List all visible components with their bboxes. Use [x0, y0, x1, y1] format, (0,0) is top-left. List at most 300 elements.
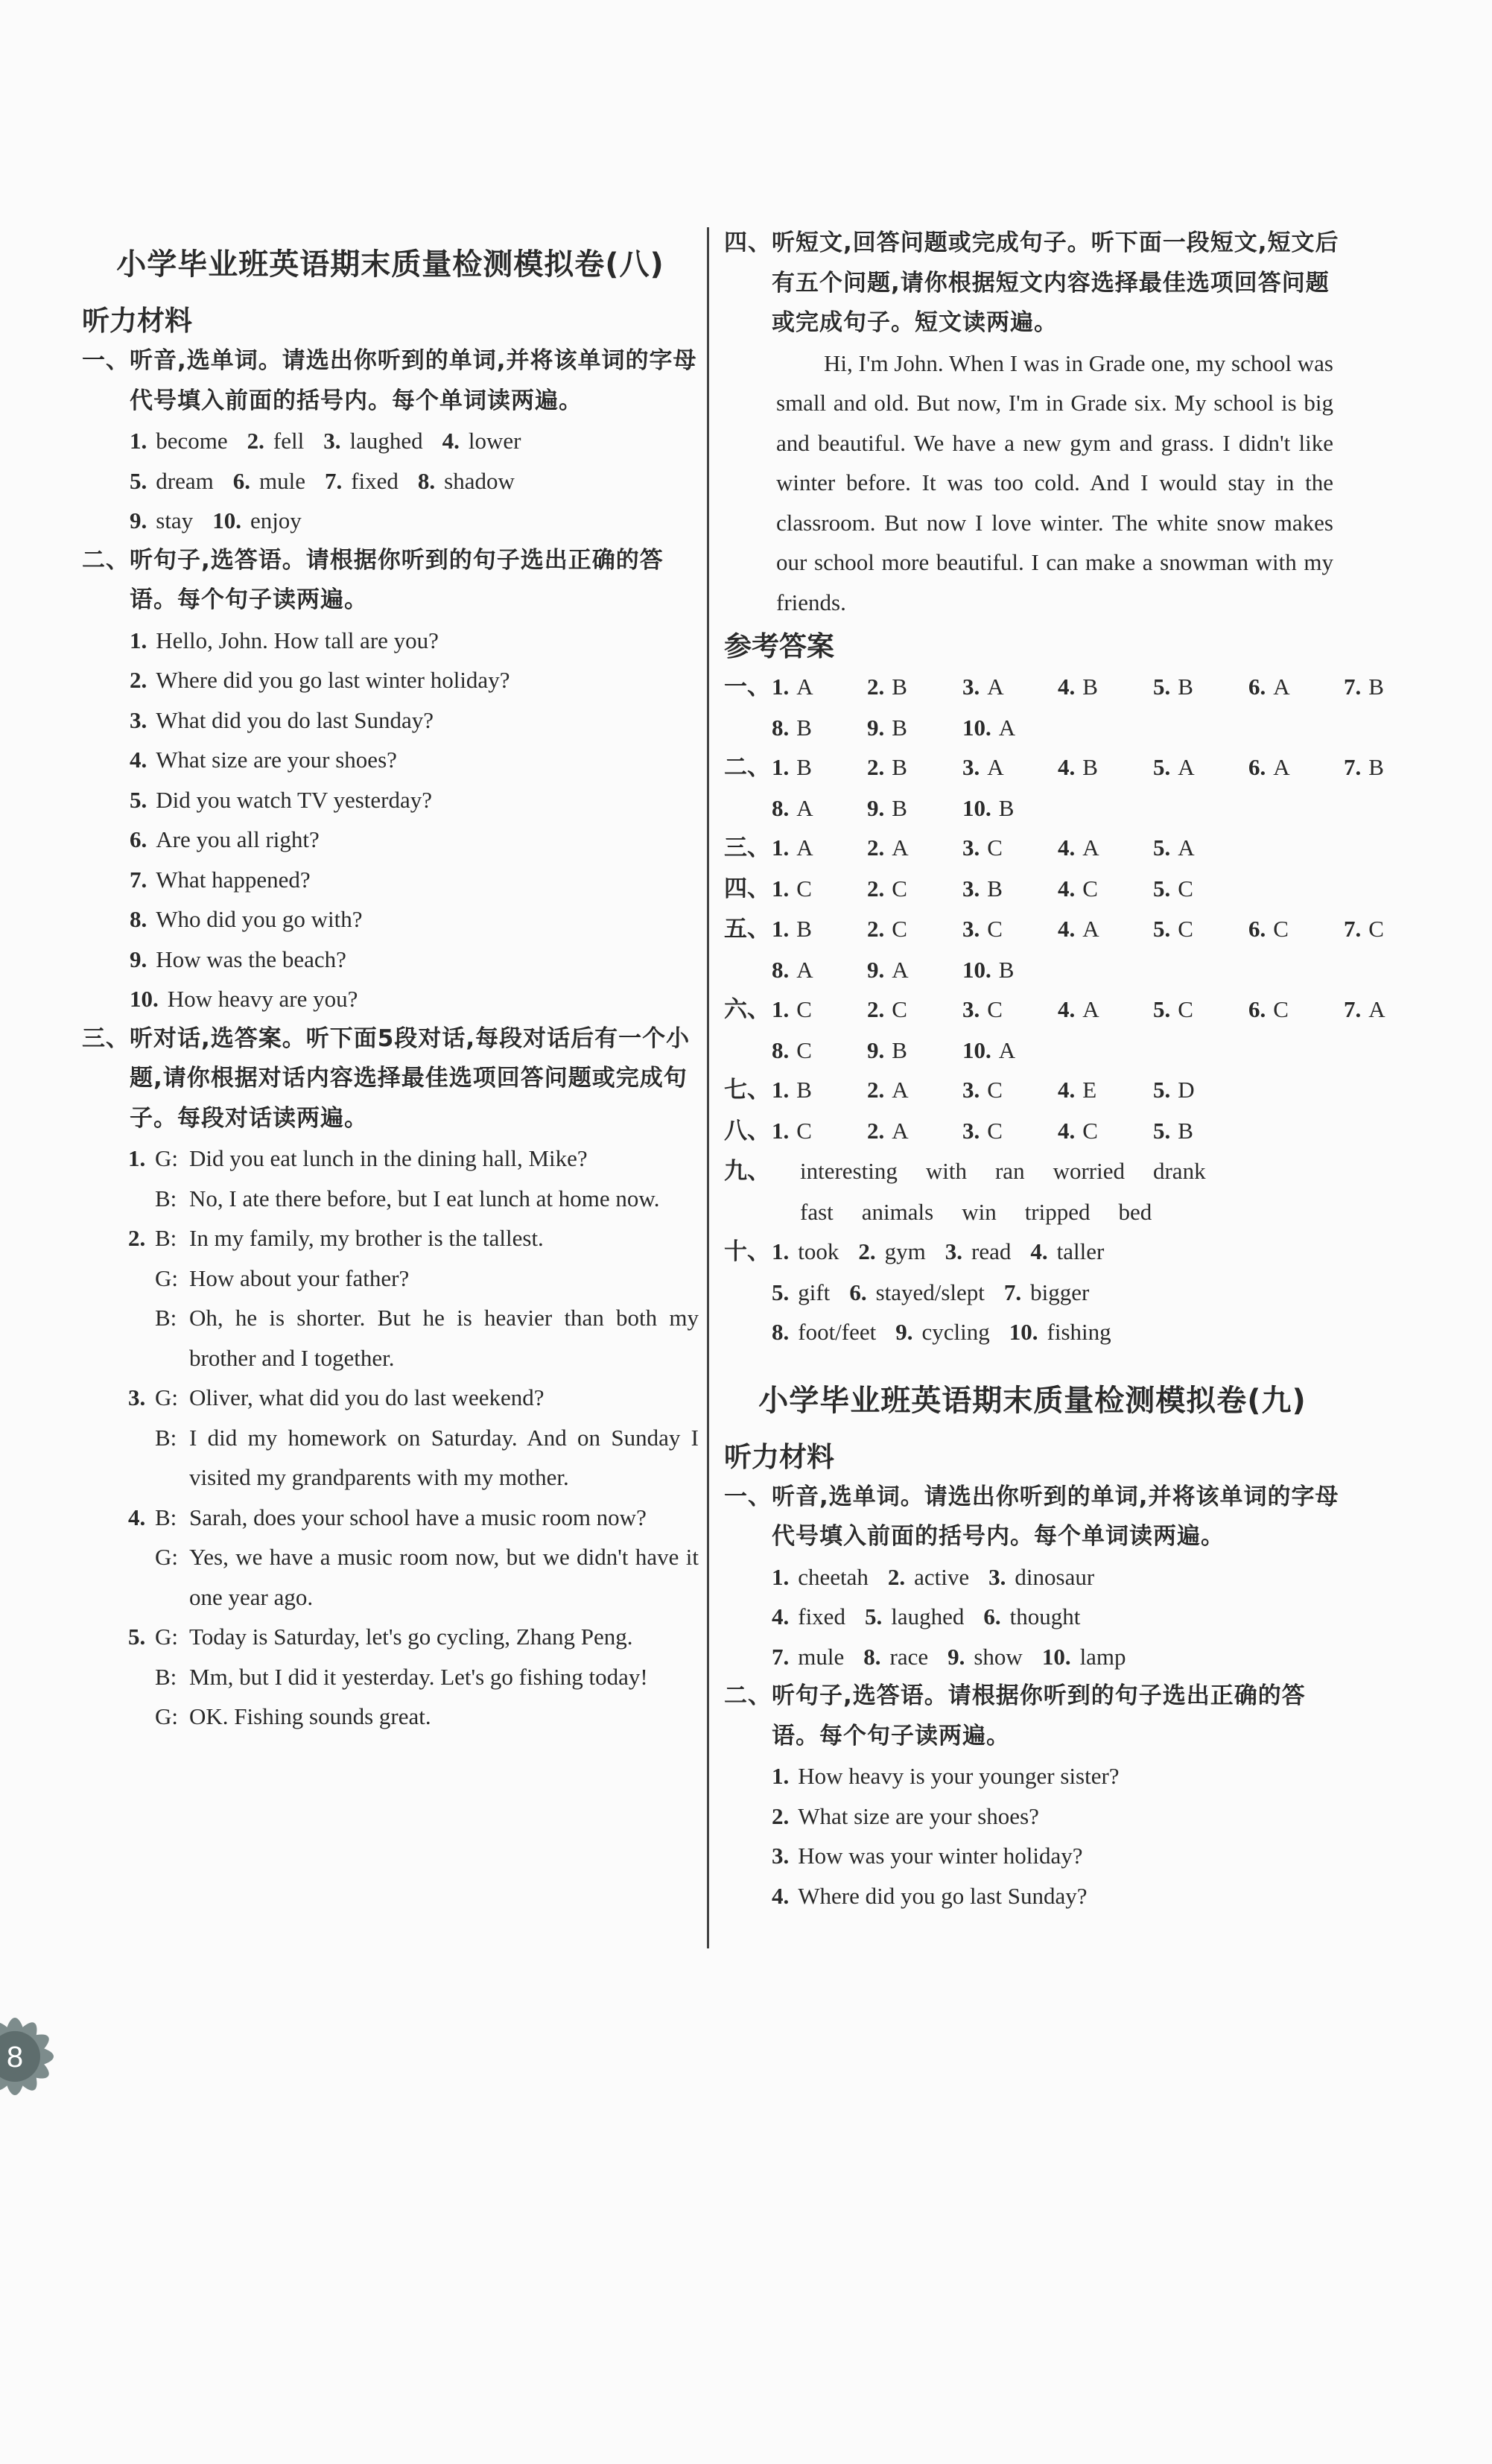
dialogue-text: Yes, we have a music room now, but we didn't have it one year ago.	[189, 1544, 699, 1610]
word: enjoy	[250, 507, 302, 533]
answer-letter: C	[987, 834, 1003, 861]
answer-item	[962, 1111, 1058, 1151]
answer-number: 2.	[867, 916, 885, 942]
answer-letter: C	[1368, 916, 1384, 942]
sentence-text: Where did you go last winter holiday?	[156, 667, 510, 693]
item-number: 8.	[417, 467, 436, 494]
answer-item	[1153, 667, 1248, 707]
answer-letter: C	[796, 1117, 812, 1144]
answer-letter: B	[998, 956, 1015, 983]
answer-number: 5.	[1153, 1117, 1171, 1144]
answer-item	[1344, 909, 1439, 949]
word: fixed	[351, 467, 399, 494]
answer-number: 3.	[962, 674, 980, 700]
answer-item	[772, 1070, 867, 1110]
answer-item	[1058, 989, 1153, 1030]
answer-number: 5.	[1153, 674, 1171, 700]
word: dream	[156, 467, 214, 494]
word: active	[914, 1563, 970, 1590]
answer-item	[772, 869, 867, 909]
dialogue-number: 1.	[128, 1145, 146, 1171]
answer-letter: C	[987, 916, 1003, 942]
answer-row	[724, 869, 1341, 910]
sentence-text: How heavy is your younger sister?	[798, 1763, 1120, 1789]
answer-word: win	[962, 1198, 997, 1225]
answer-row	[724, 989, 1385, 1030]
word: laughed	[349, 428, 423, 454]
answer-number: 4.	[1058, 674, 1076, 700]
item-number: 7.	[130, 866, 147, 893]
answer-number: 6.	[1248, 754, 1266, 780]
answer-number: 4.	[1058, 1117, 1076, 1144]
answer-letter: B	[1368, 674, 1384, 700]
answer-letter: A	[998, 1036, 1016, 1063]
dialogue-number: 5.	[128, 1624, 146, 1650]
answer-number: 1.	[772, 1077, 790, 1103]
answer-letter: A	[998, 714, 1016, 741]
item-number: 3.	[130, 706, 147, 733]
dialogue-text: Today is Saturday, let's go cycling, Zhang Peng.	[189, 1624, 633, 1650]
word: mule	[798, 1643, 845, 1670]
exam8-s1-words	[82, 421, 699, 541]
section-label: 七、	[724, 1077, 770, 1103]
item-number: 10.	[212, 507, 241, 533]
item-number: 6.	[983, 1603, 1001, 1630]
sentence-text: What happened?	[156, 866, 311, 893]
answer-item	[962, 747, 1058, 788]
answer-item	[1153, 1111, 1248, 1151]
word: fixed	[798, 1603, 845, 1630]
dialogue-line	[82, 1657, 699, 1697]
answer-item	[1153, 1070, 1248, 1110]
answer-letter: A	[892, 1117, 909, 1144]
speaker: B:	[155, 1663, 177, 1690]
item-number: 1.	[130, 428, 147, 454]
speaker: G:	[155, 1624, 178, 1650]
word: lamp	[1079, 1643, 1126, 1670]
answer-number: 10.	[962, 794, 991, 821]
sentence-text: What size are your shoes?	[798, 1802, 1039, 1829]
answer-row	[724, 1030, 1341, 1071]
answer-number: 7.	[1344, 916, 1362, 942]
word: lower	[468, 428, 521, 454]
answer-letter: E	[1082, 1077, 1097, 1103]
sentence-text: Are you all right?	[156, 826, 320, 852]
answer-letter: A	[987, 754, 1004, 780]
answer-letter: A	[796, 674, 813, 700]
answer-number: 7.	[1344, 754, 1362, 780]
answer-item	[1248, 989, 1344, 1030]
answer-letter: C	[796, 1036, 812, 1063]
dialogue-text: Oh, he is shorter. But he is heavier than both my brother and I together.	[189, 1305, 699, 1371]
item-number: 7.	[772, 1643, 790, 1670]
page-number-badge	[0, 2012, 60, 2105]
item-number: 10.	[1041, 1643, 1071, 1670]
answer-word: read	[971, 1238, 1012, 1264]
answer-letter: D	[1178, 1077, 1195, 1103]
answer-item	[1344, 989, 1439, 1030]
answer-number: 1.	[772, 996, 790, 1022]
answer-letter: A	[892, 956, 909, 983]
item-number: 8.	[130, 906, 147, 932]
answer-letter: A	[1178, 834, 1195, 861]
item-number: 1.	[130, 627, 147, 653]
answer-letter: C	[1273, 916, 1289, 942]
answer-item	[772, 950, 867, 990]
sentence-item	[82, 820, 699, 860]
sentence-item	[724, 1756, 1341, 1796]
passage-text: Hi, I'm John. When I was in Grade one, my school was small and old. But now, I'm in Grade six. My school is big and beautiful. We have a new gym and grass. I didn't like winter before. It was too cold. And I would stay in the classroom. But now I love winter. The white snow makes our school more beautiful. I can make a snowman with my friends.	[776, 349, 1333, 615]
answer-item	[867, 950, 962, 990]
answer-row	[724, 708, 1341, 748]
item-number: 1.	[772, 1563, 790, 1590]
sentence-item	[82, 979, 699, 1019]
answer-item	[772, 1030, 867, 1071]
answer-number: 3.	[962, 875, 980, 902]
section-label: 九、	[724, 1158, 770, 1185]
answer-item	[1153, 989, 1248, 1030]
section-label: 二、	[724, 754, 770, 781]
item-number: 3.	[772, 1843, 790, 1869]
dialogue-line	[82, 1378, 699, 1418]
word: cheetah	[798, 1563, 869, 1590]
answer-letter: A	[796, 834, 813, 861]
answer-word: bed	[1118, 1198, 1152, 1225]
dialogue-text: Mm, but I did it yesterday. Let's go fishing today!	[189, 1663, 648, 1690]
answer-word: gift	[798, 1279, 831, 1305]
answer-letter: A	[987, 674, 1004, 700]
exam8-title: 小学毕业班英语期末质量检测模拟卷(八)	[116, 247, 664, 282]
item-number: 5.	[130, 786, 147, 813]
sentence-item	[82, 740, 699, 780]
answer-item	[962, 1070, 1058, 1110]
sentence-item	[82, 860, 699, 900]
answer-number: 3.	[962, 996, 980, 1022]
answer-number: 10.	[962, 1036, 991, 1063]
answer-letter: A	[1368, 996, 1385, 1022]
column-divider	[707, 227, 709, 1948]
answer-letter: C	[1082, 1117, 1098, 1144]
answer-item	[1058, 667, 1153, 707]
answer-row	[724, 1273, 1341, 1313]
item-number: 4.	[130, 747, 147, 773]
answer-letter: B	[892, 754, 907, 780]
sentence-item	[82, 700, 699, 741]
answer-letter: C	[1273, 996, 1289, 1022]
answer-item	[772, 667, 867, 707]
dialogue-number: 4.	[128, 1504, 146, 1530]
answer-word: bigger	[1030, 1279, 1090, 1305]
answer-number: 7.	[1344, 674, 1362, 700]
item-number: 10.	[130, 986, 159, 1012]
answer-number: 6.	[1248, 916, 1266, 942]
answer-item	[962, 667, 1058, 707]
answer-letter: C	[1178, 875, 1193, 902]
answer-row	[724, 1232, 1341, 1273]
dialogue-line	[82, 1617, 699, 1657]
answer-item	[867, 828, 962, 868]
answer-letter: C	[987, 996, 1003, 1022]
answer-item	[1248, 909, 1344, 949]
answer-letter: B	[796, 714, 812, 741]
dialogue-line	[82, 1537, 699, 1617]
sentence-text: How was your winter holiday?	[798, 1843, 1083, 1869]
answer-number: 9.	[867, 714, 885, 741]
speaker: B:	[155, 1504, 177, 1530]
speaker: G:	[155, 1544, 178, 1570]
answer-item	[772, 788, 867, 829]
answer-item	[1058, 1070, 1153, 1110]
dialogue-line	[82, 1138, 699, 1179]
exam8-s1-instruction: 一、听音,选单词。请选出你听到的单词,并将该单词的字母代号填入前面的括号内。每个单词读两遍。	[82, 347, 697, 414]
answer-letter: A	[1273, 674, 1290, 700]
answer-number: 2.	[858, 1238, 876, 1264]
answer-letter: A	[796, 956, 813, 983]
answer-word: worried	[1053, 1158, 1125, 1184]
answer-number: 1.	[772, 754, 790, 780]
answer-item	[867, 909, 962, 949]
answer-letter: A	[1273, 754, 1290, 780]
answer-row	[724, 747, 1384, 788]
speaker: B:	[155, 1424, 177, 1451]
answer-number: 1.	[772, 834, 790, 861]
answer-letter: B	[1082, 674, 1098, 700]
answer-item	[867, 1030, 962, 1071]
answer-letter: B	[1178, 674, 1193, 700]
answer-number: 3.	[962, 1077, 980, 1103]
answer-word: interesting	[800, 1158, 898, 1184]
section-label: 五、	[724, 916, 770, 943]
sentence-item	[82, 899, 699, 940]
answer-number: 5.	[1153, 996, 1171, 1022]
exam8-s2-instruction: 二、听句子,选答语。请根据你听到的句子选出正确的答语。每个句子读两遍。	[82, 546, 664, 613]
answer-number: 2.	[867, 875, 885, 902]
answer-word: with	[925, 1158, 967, 1184]
sentence-text: What did you do last Sunday?	[156, 706, 434, 733]
answer-item	[867, 788, 962, 829]
answer-word: tripped	[1024, 1198, 1091, 1225]
answer-row	[724, 1151, 1341, 1192]
speaker: B:	[155, 1225, 177, 1251]
answer-letter: A	[892, 1077, 909, 1103]
word-row	[82, 501, 699, 541]
answer-row	[724, 909, 1384, 950]
answer-number: 4.	[1058, 834, 1076, 861]
answer-item	[867, 667, 962, 707]
word: stay	[156, 507, 194, 533]
exam8-s3-dialogues	[82, 1138, 699, 1737]
answer-letter: B	[987, 875, 1003, 902]
dialogue-line	[82, 1258, 699, 1299]
sentence-item	[724, 1836, 1341, 1876]
sentence-text: Where did you go last Sunday?	[798, 1882, 1088, 1909]
exam8-s2-sentences	[82, 621, 699, 1019]
word-row	[82, 461, 699, 501]
dialogue-text: No, I ate there before, but I eat lunch at home now.	[189, 1185, 660, 1212]
answer-number: 3.	[945, 1238, 962, 1264]
section-label: 四、	[724, 875, 770, 902]
answer-letter: B	[796, 916, 812, 942]
answer-letter: C	[1178, 996, 1193, 1022]
answer-letter: B	[998, 794, 1015, 821]
answer-item	[1344, 667, 1439, 707]
item-number: 4.	[772, 1882, 790, 1909]
answer-number: 1.	[772, 1117, 790, 1144]
answer-letter: C	[796, 996, 812, 1022]
answer-number: 2.	[867, 834, 885, 861]
answer-letter: C	[892, 875, 907, 902]
section-label: 六、	[724, 996, 770, 1023]
answer-item	[962, 788, 1058, 829]
answer-item	[962, 909, 1058, 949]
answer-item	[1344, 747, 1439, 788]
answer-item	[1058, 909, 1153, 949]
answer-number: 8.	[772, 1036, 790, 1063]
speaker: B:	[155, 1305, 177, 1331]
word: mule	[258, 467, 305, 494]
dialogue-text: In my family, my brother is the tallest.	[189, 1225, 544, 1251]
answer-number: 10.	[962, 714, 991, 741]
answer-row	[724, 950, 1341, 990]
dialogue-line	[82, 1697, 699, 1737]
answer-word: animals	[861, 1198, 934, 1225]
answer-letter: A	[892, 834, 909, 861]
word: thought	[1009, 1603, 1081, 1630]
answer-number: 9.	[867, 956, 885, 983]
exam8-answers-heading: 参考答案	[724, 630, 834, 662]
answer-row	[724, 1111, 1341, 1152]
dialogue-line	[82, 1218, 699, 1258]
dialogue-number: 2.	[128, 1225, 146, 1251]
word: fell	[273, 428, 305, 454]
dialogue-line	[82, 1418, 699, 1498]
exam8-answer-list	[724, 667, 1385, 1151]
exam8-s3-instruction: 三、听对话,选答案。听下面5段对话,每段对话后有一个小题,请你根据对话内容选择最佳选项回答问题或完成句子。每段对话读两遍。	[82, 1024, 691, 1132]
item-number: 4.	[772, 1603, 790, 1630]
answer-number: 3.	[962, 754, 980, 780]
answer-number: 9.	[867, 794, 885, 821]
answer-number: 9.	[867, 1036, 885, 1063]
answer-number: 8.	[772, 1319, 790, 1345]
answer-word: drank	[1152, 1158, 1206, 1184]
answer-letter: C	[1178, 916, 1193, 942]
word: laughed	[891, 1603, 965, 1630]
item-number: 1.	[772, 1763, 790, 1789]
section-label: 三、	[724, 834, 770, 861]
answer-number: 1.	[772, 875, 790, 902]
sentence-item	[82, 940, 699, 980]
answer-letter: C	[796, 875, 812, 902]
answer-letter: A	[1178, 754, 1195, 780]
item-number: 9.	[130, 507, 147, 533]
answer-letter: B	[796, 754, 812, 780]
answer-number: 3.	[962, 916, 980, 942]
answer-item	[867, 989, 962, 1030]
answer-number: 7.	[1003, 1279, 1022, 1305]
answer-number: 1.	[772, 674, 790, 700]
speaker: G:	[155, 1145, 178, 1171]
answer-letter: A	[796, 794, 813, 821]
answer-item	[772, 747, 867, 788]
answer-item	[772, 1111, 867, 1151]
answer-item	[772, 989, 867, 1030]
speaker: G:	[155, 1264, 178, 1291]
exam8-listening-heading: 听力材料	[82, 305, 192, 337]
dialogue-line	[82, 1498, 699, 1538]
dialogue-line	[82, 1298, 699, 1378]
word: shadow	[444, 467, 515, 494]
answer-item	[1153, 869, 1248, 909]
exam9-s2-instruction: 二、听句子,选答语。请根据你听到的句子选出正确的答语。每个句子读两遍。	[724, 1682, 1306, 1749]
dialogue-text: Did you eat lunch in the dining hall, Mike?	[189, 1145, 588, 1171]
answer-item	[962, 1030, 1058, 1071]
answer-item	[772, 708, 867, 748]
answer-item	[867, 1070, 962, 1110]
answer-number: 10.	[1009, 1319, 1038, 1345]
answer-number: 3.	[962, 834, 980, 861]
answer-word: cycling	[921, 1319, 990, 1345]
item-number: 8.	[863, 1643, 881, 1670]
answer-number: 10.	[962, 956, 991, 983]
item-number: 7.	[324, 467, 343, 494]
answer-word: fishing	[1047, 1319, 1111, 1345]
left-column	[82, 224, 699, 1737]
answer-word: stayed/slept	[875, 1279, 985, 1305]
right-column	[724, 224, 1385, 1916]
sentence-text: How heavy are you?	[167, 986, 358, 1012]
sentence-item	[82, 621, 699, 661]
answer-letter: B	[892, 794, 907, 821]
exam9-s1-instruction: 一、听音,选单词。请选出你听到的单词,并将该单词的字母代号填入前面的括号内。每个单词读两遍。	[724, 1483, 1339, 1550]
answer-row	[724, 1070, 1341, 1111]
answer-letter: C	[987, 1117, 1003, 1144]
answer-word: ran	[994, 1158, 1025, 1184]
answer-number: 6.	[1248, 996, 1266, 1022]
answer-letter: A	[1082, 916, 1099, 942]
item-number: 2.	[247, 428, 264, 454]
exam9-title: 小学毕业班英语期末质量检测模拟卷(九)	[758, 1383, 1307, 1418]
word-row	[82, 421, 699, 461]
answer-row	[724, 828, 1341, 869]
answer-item	[962, 989, 1058, 1030]
sentence-item	[82, 780, 699, 820]
item-number: 6.	[232, 467, 250, 494]
answer-number: 4.	[1030, 1238, 1048, 1264]
answer-number: 2.	[867, 674, 885, 700]
sentence-item	[82, 660, 699, 700]
sentence-text: Hello, John. How tall are you?	[156, 627, 439, 653]
answer-word: took	[798, 1238, 839, 1264]
answer-item	[867, 747, 962, 788]
item-number: 2.	[130, 667, 147, 693]
answer-letter: B	[892, 1036, 907, 1063]
answer-item	[867, 708, 962, 748]
answer-letter: C	[1082, 875, 1098, 902]
answer-item	[962, 869, 1058, 909]
answer-item	[1058, 869, 1153, 909]
dialogue-text: I did my homework on Saturday. And on Sunday I visited my grandparents with my mother.	[189, 1424, 699, 1490]
answer-number: 2.	[867, 754, 885, 780]
answer-letter: C	[892, 916, 907, 942]
exam8-answer-9	[724, 1151, 1341, 1232]
word-row	[724, 1597, 1341, 1637]
answer-number: 8.	[772, 714, 790, 741]
speaker: G:	[155, 1703, 178, 1729]
word: show	[974, 1643, 1023, 1670]
answer-number: 4.	[1058, 754, 1076, 780]
answer-letter: C	[892, 996, 907, 1022]
exam9-s2-sentences	[724, 1756, 1341, 1916]
